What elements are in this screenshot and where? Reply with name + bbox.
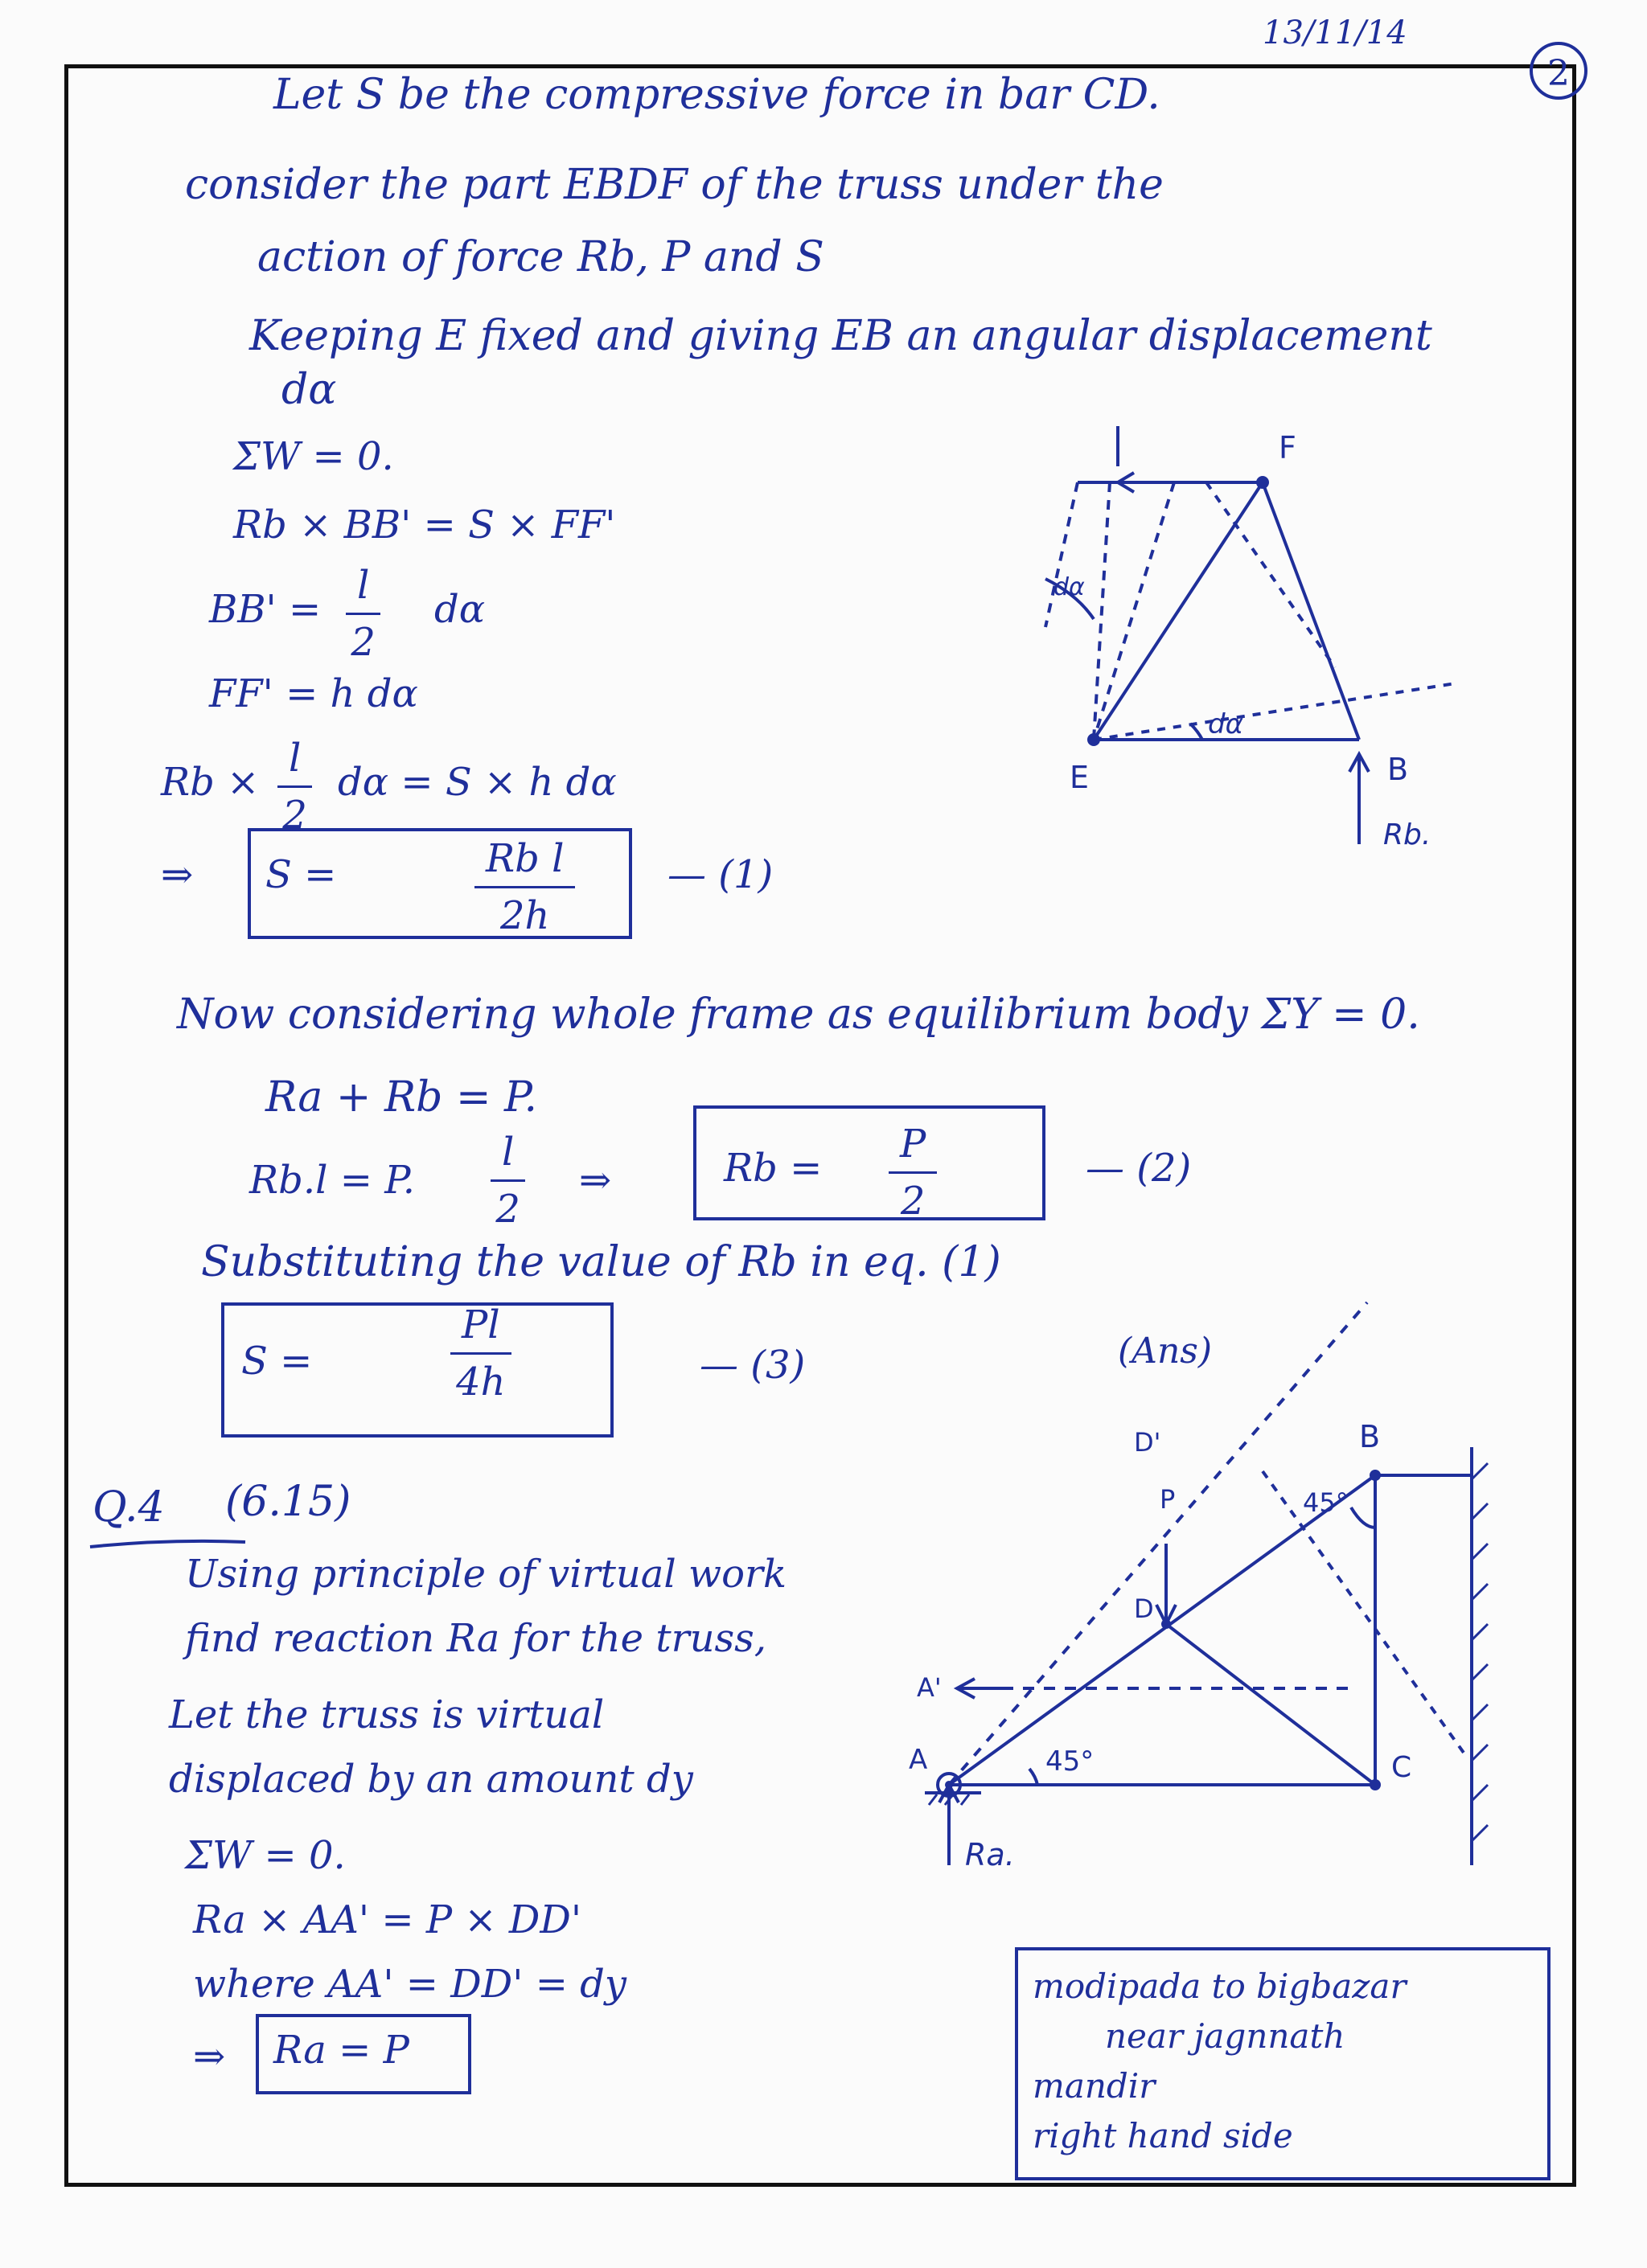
- text-line: ΣW = 0.: [233, 434, 394, 479]
- margin-note: [1015, 1947, 1550, 2180]
- text-line: — (2): [1086, 1146, 1192, 1191]
- text-line: — (3): [700, 1343, 806, 1388]
- load-label-p: P: [1160, 1484, 1176, 1515]
- text-line: where AA' = DD' = dy: [193, 1962, 627, 2007]
- fraction: $\frac{P}{2}$: [889, 1122, 937, 1224]
- question-ref: (6.15): [225, 1478, 351, 1526]
- question-label: Q.4: [92, 1483, 165, 1532]
- text-line: dα = S × h dα: [338, 760, 617, 805]
- node-label-a-prime: A': [917, 1672, 942, 1703]
- note-line: mandir: [1033, 2066, 1156, 2106]
- text-line: displaced by an amount dy: [169, 1757, 693, 1802]
- text-line: FF' = h dα: [209, 671, 418, 716]
- text-line: Rb =: [724, 1146, 823, 1191]
- text-line: — (1): [667, 852, 774, 897]
- reaction-label-ra: Ra.: [965, 1837, 1015, 1872]
- node-label-d-prime: D': [1134, 1427, 1161, 1458]
- text-line: Ra + Rb = P.: [265, 1073, 538, 1122]
- text-line: dα: [281, 366, 337, 414]
- text-line: Rb × BB' = S × FF': [233, 502, 616, 548]
- node-label-e: E: [1070, 760, 1090, 795]
- figure-truss-ebdf: [997, 418, 1560, 852]
- text-line: Rb.l = P.: [249, 1158, 416, 1203]
- node-label-b: B: [1387, 752, 1409, 787]
- text-line: Ra = P: [273, 2028, 409, 2073]
- fraction: $\frac{Pl}{4h}$: [450, 1302, 511, 1405]
- angle-label: 45°: [1045, 1745, 1095, 1778]
- text-line: ⇒: [579, 1158, 612, 1203]
- text-line: (Ans): [1118, 1331, 1213, 1372]
- angle-label: dα: [1054, 573, 1085, 601]
- text-line: Using principle of virtual work: [185, 1552, 787, 1597]
- text-line: BB' =: [209, 587, 322, 632]
- note-line: near jagnnath: [1105, 2016, 1345, 2056]
- text-line: ΣW = 0.: [185, 1833, 346, 1878]
- text-line: Substituting the value of Rb in eq. (1): [201, 1238, 1001, 1286]
- fraction: $\frac{l}{2}$: [346, 563, 380, 665]
- note-line: modipada to bigbazar: [1033, 1967, 1407, 2006]
- node-label-c: C: [1391, 1751, 1412, 1784]
- figure-truss-abcd: [901, 1302, 1496, 1913]
- date-label: 13/11/14: [1263, 14, 1407, 51]
- text-line: action of force Rb, P and S: [257, 233, 824, 281]
- node-label-a: A: [909, 1744, 928, 1776]
- reaction-label-rb: Rb.: [1383, 818, 1431, 851]
- underline: [88, 1536, 249, 1552]
- text-line: ⇒: [193, 2034, 226, 2079]
- text-line: Ra × AA' = P × DD': [193, 1897, 582, 1942]
- text-line: S =: [265, 852, 337, 897]
- node-label-b: B: [1359, 1419, 1381, 1454]
- fraction: $\frac{l}{2}$: [277, 736, 312, 838]
- text-line: S =: [241, 1339, 313, 1384]
- text-line: ⇒: [161, 852, 194, 897]
- text-line: dα: [434, 587, 486, 632]
- text-line: Rb ×: [161, 760, 260, 805]
- note-line: right hand side: [1033, 2116, 1293, 2155]
- fraction: $\frac{\text{Rb l}}{2h}$: [474, 836, 575, 938]
- angle-label: dα: [1208, 708, 1243, 740]
- fraction: $\frac{l}{2}$: [491, 1130, 525, 1232]
- node-label-f: F: [1279, 430, 1296, 465]
- text-line: Keeping E fixed and giving EB an angular displacement: [249, 312, 1432, 360]
- angle-label: 45°: [1303, 1487, 1349, 1518]
- text-line: Let S be the compressive force in bar CD.: [273, 71, 1160, 119]
- page-number: 2: [1530, 42, 1587, 100]
- text-line: find reaction Ra for the truss,: [185, 1616, 766, 1661]
- text-line: consider the part EBDF of the truss under the: [185, 161, 1164, 209]
- text-line: Now considering whole frame as equilibrium body ΣY = 0.: [177, 990, 1420, 1039]
- text-line: Let the truss is virtual: [169, 1692, 605, 1737]
- node-label-d: D: [1134, 1593, 1154, 1624]
